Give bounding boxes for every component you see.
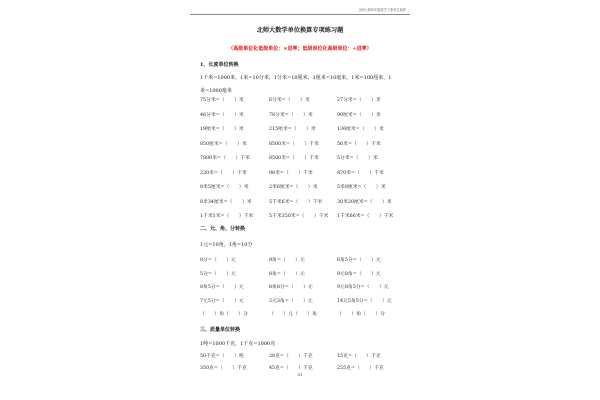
exercise-item: 90厘米=（ ）米 — [337, 112, 381, 118]
exercise-item: 45克=（ ）千克 — [269, 366, 313, 372]
exercise-item: 8米5厘米=（ ）米 — [200, 185, 249, 190]
exercise-item: （ ）角（ ）分 — [200, 312, 248, 317]
exercise-item: 5分=（ ）元 — [200, 271, 236, 277]
exercise-item: 27分米=（ ）米 — [337, 98, 381, 103]
exercise-item: 7元5分=（ ）元 — [200, 298, 244, 304]
exercise-item: 30米20厘米=（ ）米 — [337, 199, 392, 205]
conversion-rule-note: （高级单位化低级单位：×进率；低级单位化高级单位：÷进率） — [228, 46, 372, 52]
unit-rule-line: 1千米=1000米，1米=10分米，1分米=10厘米，1厘米=10毫米，1米=100厘米，1 — [200, 75, 392, 81]
page-number: 01 — [297, 372, 303, 377]
section-heading: 1、长度单位转换 — [200, 62, 239, 68]
exercise-item: 255克=（ ）千克 — [337, 366, 384, 372]
exercise-item: 8角=（ ）元 — [269, 271, 305, 277]
exercise-item: 215厘米=（ ）米 — [269, 127, 316, 132]
exercise-item: 1千米66米=（ ）千米 — [337, 214, 394, 219]
exercise-item: 5千米350米=（ ）千米 — [269, 214, 329, 219]
exercise-item: 6分米=（ ）米 — [269, 98, 310, 103]
exercise-item: 50千克=（ ）吨 — [200, 354, 244, 359]
exercise-item: 7800米=（ ）千米 — [200, 156, 250, 161]
section-heading: 二、元、角、分转换 — [200, 226, 246, 232]
exercise-item: 98米=（ ）千米 — [269, 170, 313, 176]
exercise-item: 1千米1米=（ ）千米 — [200, 214, 254, 219]
exercise-item: 850厘米=（ ）米 — [200, 141, 247, 147]
exercise-item: （ ）元（ ）角 — [269, 312, 317, 317]
exercise-item: 6角5分=（ ）元 — [337, 258, 381, 263]
exercise-item: 28克=（ ）千克 — [269, 354, 313, 359]
exercise-item: 8角5分=（ ）元 — [200, 285, 244, 290]
exercise-item: 2米6厘米=（ ）米 — [269, 185, 318, 190]
exercise-item: 5千米6米=（ ）千米 — [269, 199, 323, 205]
exercise-item: 8角8分=（ ）元 — [269, 285, 313, 290]
exercise-item: 8米34厘米=（ ）米 — [200, 199, 252, 205]
exercise-item: 46分米=（ ）米 — [200, 112, 244, 118]
unit-rule-line: 1吨=1000千克，1千克=1000克 — [200, 341, 276, 347]
exercise-item: （ ）角（ ）分 — [337, 312, 385, 317]
page-title: 北师大数学单位换算专项练习题 — [256, 27, 344, 34]
exercise-item: 8分=（ ）元 — [200, 258, 236, 263]
exercise-item: 2元3角=（ ）元 — [269, 298, 313, 304]
section-heading: 三、质量单位转换 — [200, 327, 241, 333]
exercise-item: 350克=（ ）千克 — [200, 366, 247, 372]
exercise-item: 5米8厘米=（ ）米 — [337, 185, 386, 190]
exercise-item: 75分米=（ ）米 — [200, 98, 244, 103]
exercise-item: 870米=（ ）千米 — [337, 170, 384, 176]
exercise-item: 14元5角5分=（ ）元 — [337, 298, 392, 304]
exercise-item: 15克=（ ）千克 — [337, 354, 381, 359]
exercise-item: 9角=（ ）元 — [269, 258, 305, 263]
unit-rule-line: 1元=10角，1角=10分 — [200, 242, 253, 248]
exercise-item: 19厘米=（ ）米 — [200, 127, 244, 132]
exercise-item: 78分米=（ ）米 — [269, 112, 313, 118]
header-note: 北师大版四年级数学下册单位换算 — [358, 8, 406, 12]
worksheet-page — [190, 0, 410, 400]
exercise-item: 9元8角=（ ）元 — [337, 271, 381, 277]
header-divider — [190, 14, 410, 15]
unit-rule-line: 米=1000毫米 — [200, 88, 232, 94]
exercise-item: 9元8角5分=（ ）元 — [337, 285, 389, 290]
exercise-item: 56米=（ ）千米 — [337, 141, 381, 147]
exercise-item: 5分米=（ ）米 — [337, 156, 378, 161]
exercise-item: 8500米=（ ）千米 — [269, 141, 319, 147]
exercise-item: 136厘米=（ ）米 — [337, 127, 384, 132]
exercise-item: 230米=（ ）千米 — [200, 170, 247, 176]
exercise-item: 8500米=（ ）千米 — [269, 156, 319, 161]
